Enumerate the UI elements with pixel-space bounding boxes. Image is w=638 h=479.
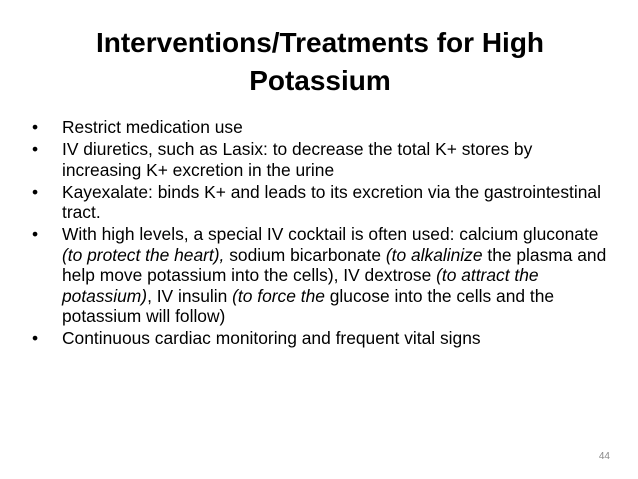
bullet-text-italic: (to attract the potassium) (62, 265, 539, 306)
bullet-dot: • (32, 224, 39, 244)
bullet-dot: • (32, 117, 39, 137)
bullet-text-italic: (to alkalinize (385, 244, 483, 265)
slide-title-line-2: Potassium (249, 65, 391, 96)
bullet-text: IV diuretics, such as Lasix: to decrease the total K+ stores by increasing K+ excretion in the urine (62, 139, 533, 180)
bullet-text: With high levels, a special IV cocktail is often used: calcium gluconate (62, 224, 599, 244)
bullet-text: Kayexalate: binds K+ and leads to its excretion via the gastrointestinal tract. (62, 181, 601, 222)
bullet-dot: • (32, 328, 39, 348)
bullet-text-italic: (to force the (232, 285, 325, 306)
bullet-dot: • (32, 139, 39, 159)
bullet-item (32, 224, 612, 327)
bullet-text: Continuous cardiac monitoring and frequent vital signs (62, 328, 481, 348)
slide-title (40, 24, 600, 100)
bullet-text: sodium bicarbonate (224, 244, 386, 265)
page-number: 44 (598, 451, 610, 462)
bullet-text: Restrict medication use (62, 117, 243, 137)
bullet-item (32, 139, 612, 180)
bullet-dot: • (32, 181, 39, 202)
slide-title-line-1: Interventions/Treatments for High (95, 27, 545, 58)
bullet-item (32, 328, 612, 349)
bullet-item (32, 117, 612, 138)
bullet-text: glucose into the cells and the potassium will follow) (62, 285, 555, 326)
bullet-item (32, 182, 612, 223)
bullet-text-italic: (to protect the heart), (62, 244, 225, 265)
bullet-text: , IV insulin (147, 285, 233, 306)
bullet-list (32, 117, 612, 350)
bullet-text: the plasma and help move potassium into the cells), IV dextrose (62, 244, 607, 285)
